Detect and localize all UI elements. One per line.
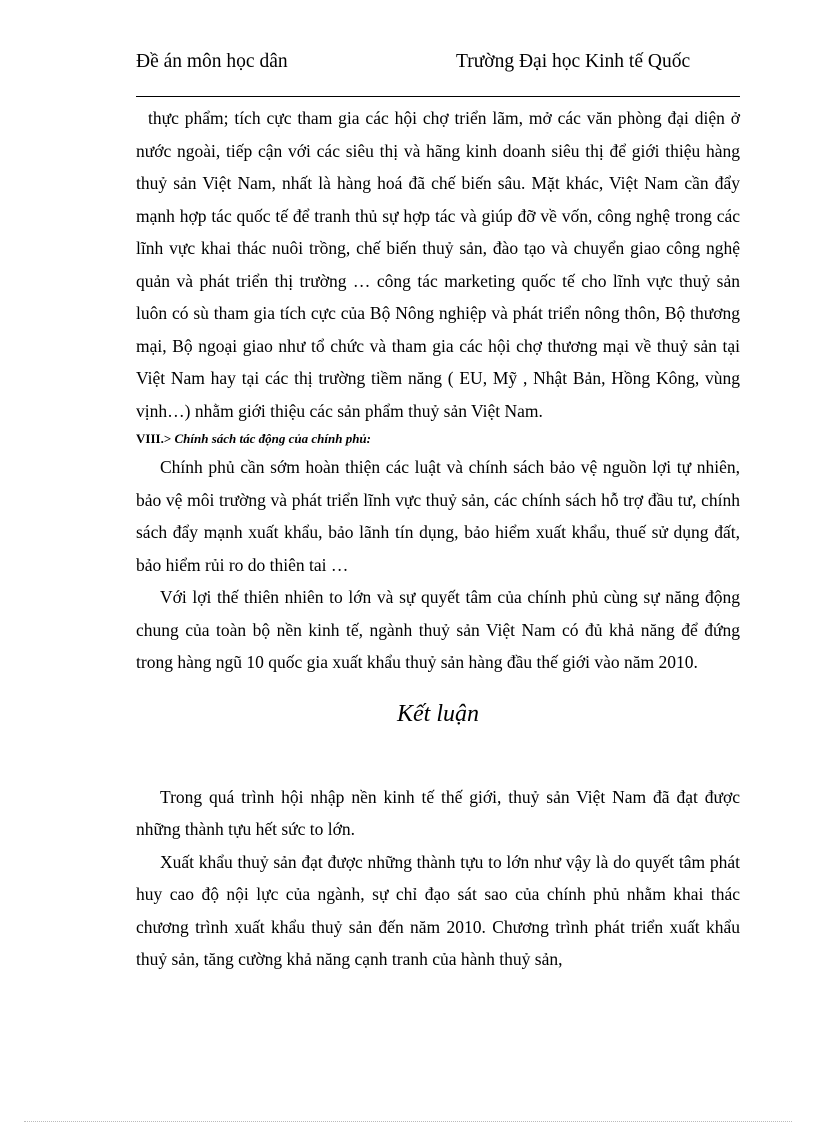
document-body xyxy=(136,102,740,976)
conclusion-title: Kết luận xyxy=(397,700,479,727)
paragraph-outlook: Với lợi thế thiên nhiên to lớn và sự quyết tâm của chính phủ cùng sự năng động chung của toàn bộ nền kinh tế, ngành thuỷ sản Việt Nam có đủ khả năng để đứng trong hàng ngũ 10 quốc gia xuất khẩu thuỷ sản hàng đầu thế giới vào năm 2010. xyxy=(136,587,740,672)
paragraph-conclusion-intro: Trong quá trình hội nhập nền kinh tế thế giới, thuỷ sản Việt Nam đã đạt được những thành tựu hết sức to lớn. xyxy=(136,786,740,839)
page-bottom-divider xyxy=(24,1121,792,1122)
page-header xyxy=(136,50,740,96)
header-divider xyxy=(136,96,740,97)
section-heading xyxy=(136,427,740,451)
header-course-title: Đề án môn học dân xyxy=(136,51,288,72)
section-number: VIII.> xyxy=(136,431,172,446)
paragraph-government-policy: Chính phủ cần sớm hoàn thiện các luật và chính sách bảo vệ nguồn lợi tự nhiên, bảo vệ môi trường và phát triển lĩnh vực thuỷ sản, các chính sách hỗ trợ đầu tư, chính sách đẩy mạnh xuất khẩu, bảo lãnh tín dụng, bảo hiểm xuất khẩu, thuế sử dụng đất, bảo hiểm rủi ro do thiên tai … xyxy=(136,457,740,575)
section-title: Chính sách tác động của chính phủ: xyxy=(174,431,371,446)
paragraph-continuation: thực phẩm; tích cực tham gia các hội chợ triển lãm, mở các văn phòng đại diện ở nước ngoài, tiếp cận với các siêu thị và hãng kinh doanh siêu thị để giới thiệu hàng thuỷ sản Việt Nam, nhất là hàng hoá đã chế biến sâu. Mặt khác, Việt Nam cần đẩy mạnh hợp tác quốc tế để tranh thủ sự hợp tác và giúp đỡ về vốn, công nghệ trong các lĩnh vực khai thác nuôi trồng, chế biến thuỷ sản, đào tạo và chuyển giao công nghệ quản và phát triển thị trường … công tác marketing quốc tế cho lĩnh vực thuỷ sản luôn có sù tham gia tích cực của Bộ Nông nghiệp và phát triển nông thôn, Bộ thương mại, Bộ ngoại giao như tổ chức và tham gia các hội chợ thương mại về thuỷ sản tại Việt Nam hay tại các thị trường tiềm năng ( EU, Mỹ , Nhật Bản, Hồng Kông, vùng vịnh…) nhằm giới thiệu các sản phẩm thuỷ sản Việt Nam. xyxy=(136,108,740,421)
paragraph-conclusion-detail: Xuất khẩu thuỷ sản đạt được những thành tựu to lớn như vậy là do quyết tâm phát huy cao độ nội lực của ngành, sự chỉ đạo sát sao của chính phủ nhằm khai thác chương trình xuất khẩu thuỷ sản đến năm 2010. Chương trình phát triển xuất khẩu thuỷ sản, tăng cường khả năng cạnh tranh của hành thuỷ sản, xyxy=(136,851,740,969)
header-university-name: Trường Đại học Kinh tế Quốc xyxy=(456,51,691,72)
